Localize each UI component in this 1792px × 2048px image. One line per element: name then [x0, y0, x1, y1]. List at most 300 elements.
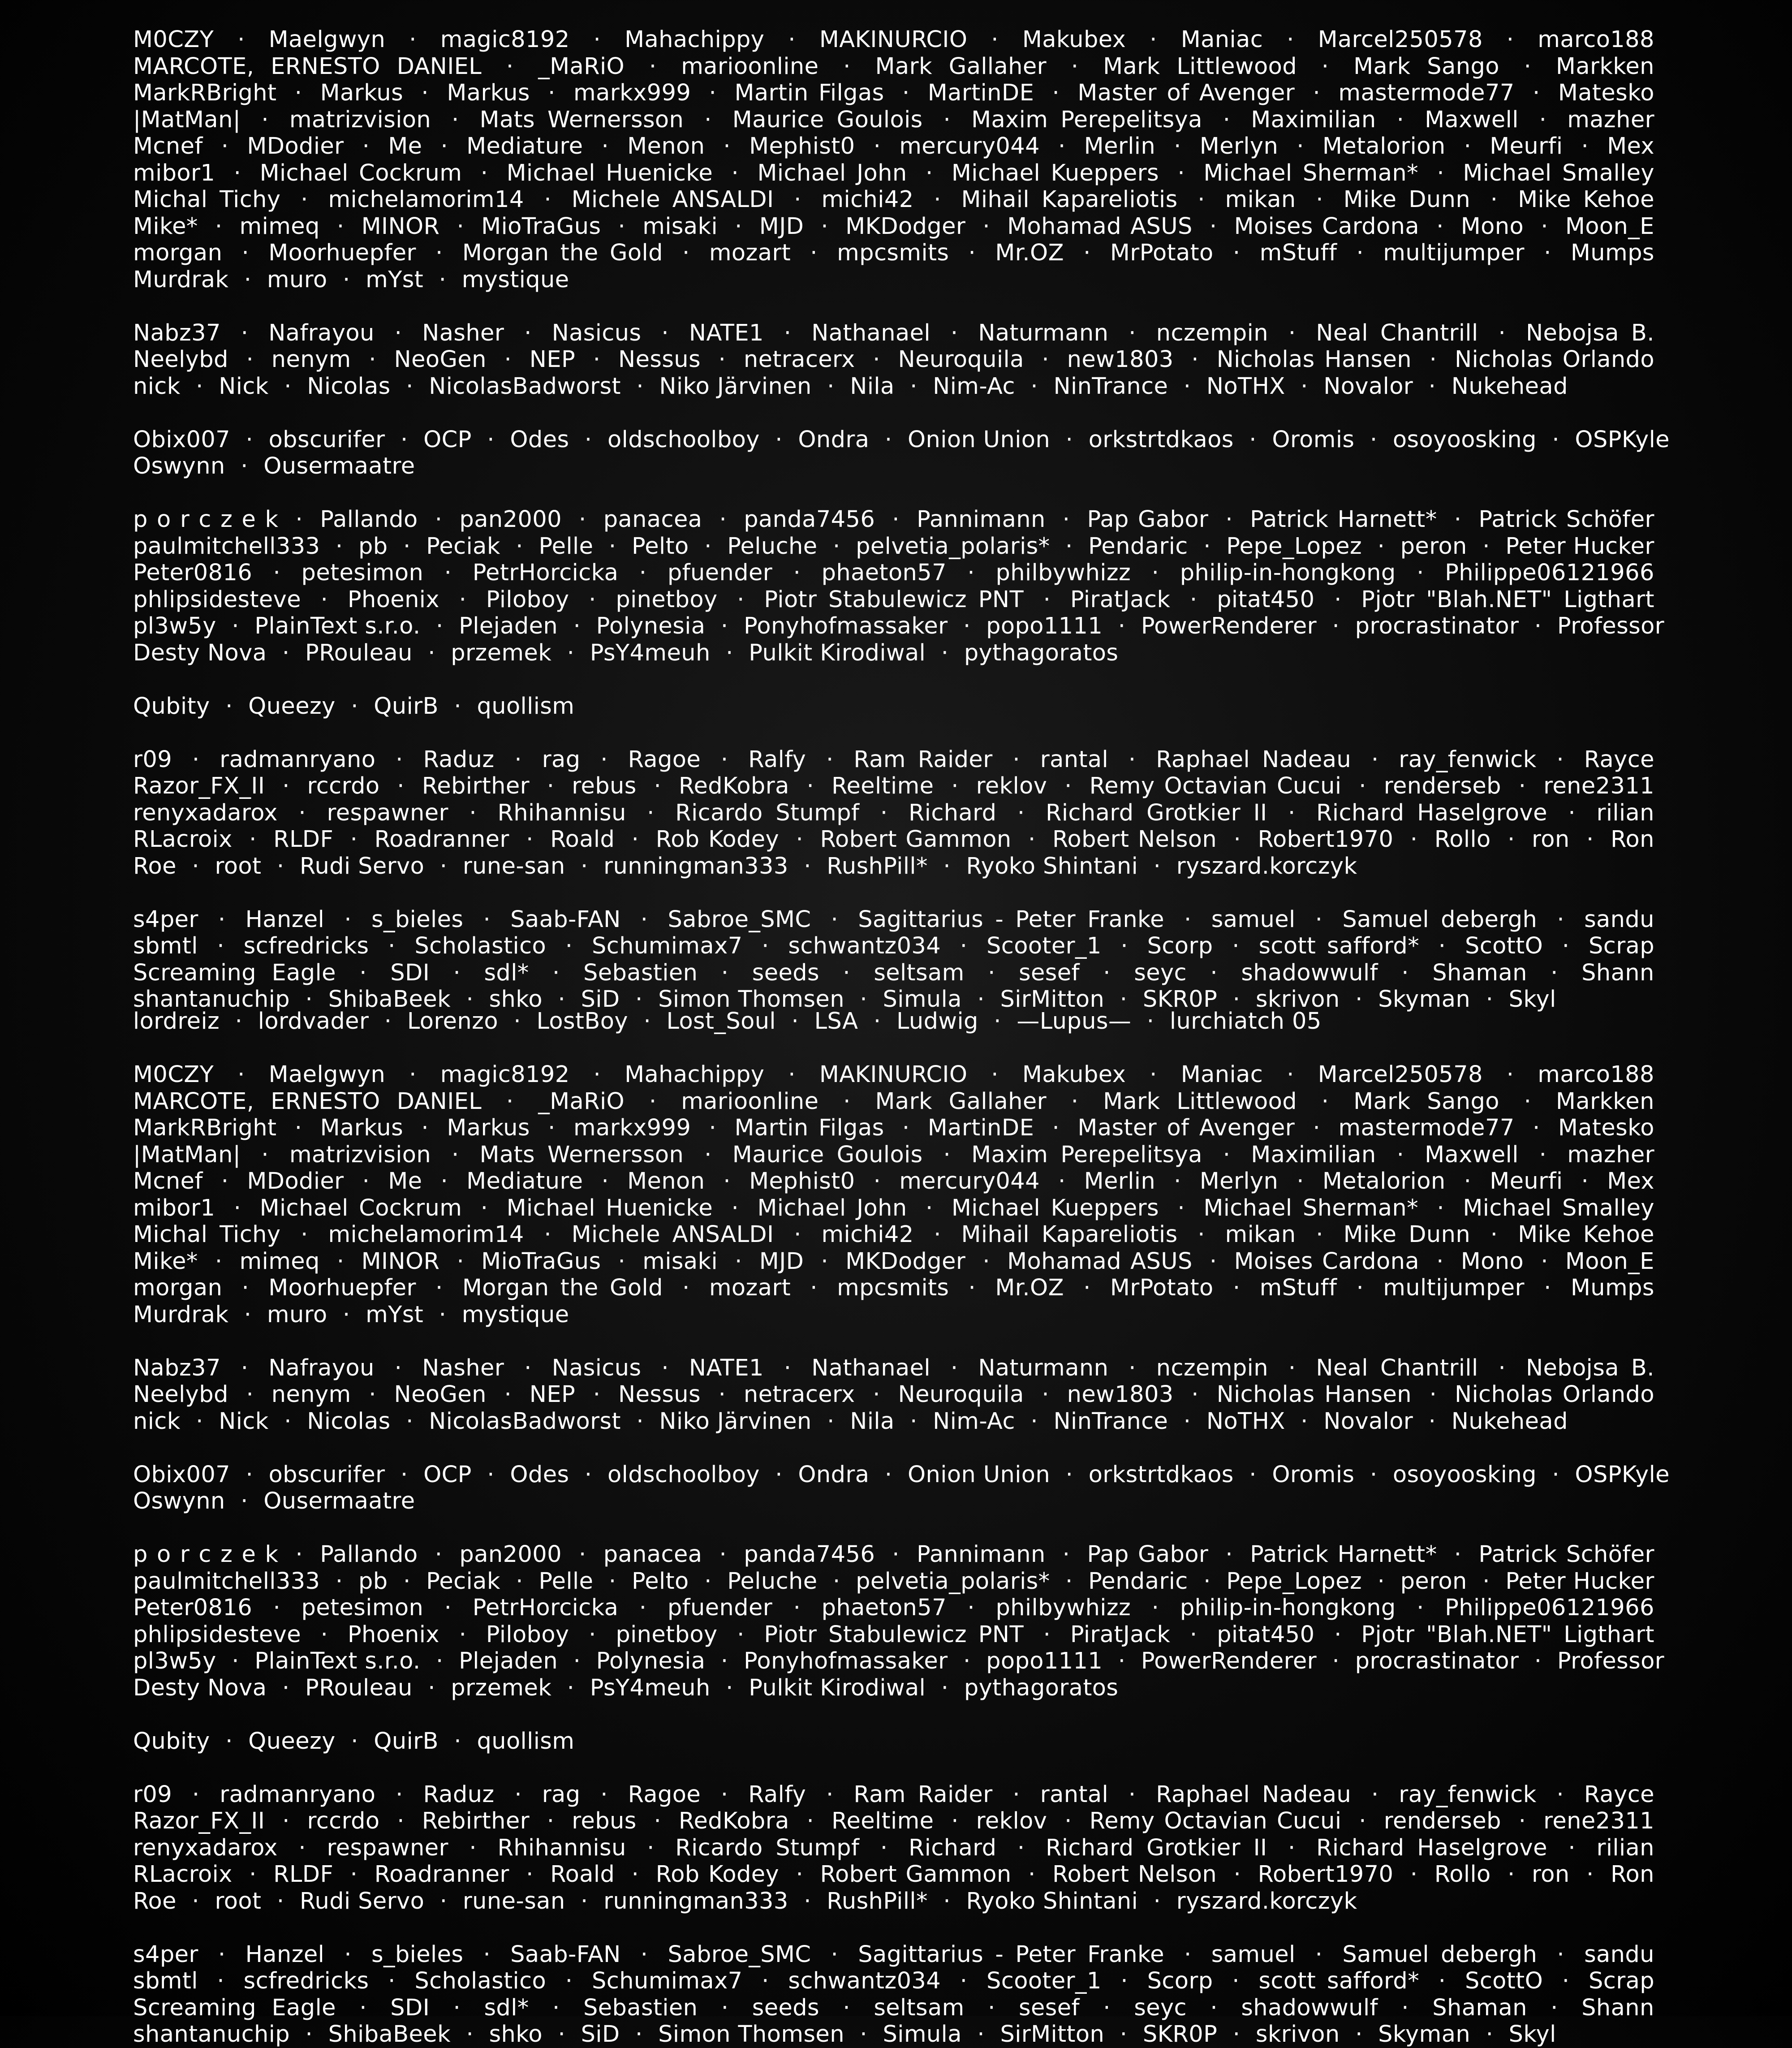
separator-dot: · — [301, 186, 308, 213]
separator-dot: · — [1371, 1781, 1379, 1808]
separator-dot: · — [1028, 1861, 1036, 1888]
contributor-name: philip-in-hongkong — [1180, 560, 1396, 586]
contributor-name: Neelybd — [133, 1381, 228, 1408]
contributor-name: Patrick Harnett* — [1250, 506, 1437, 533]
contributor-name: Meurfi — [1490, 133, 1563, 160]
contributor-name: PowerRenderer — [1141, 1648, 1317, 1674]
contributor-name: mozart — [709, 1275, 791, 1301]
contributor-name: mYst — [366, 1301, 424, 1328]
separator-dot: · — [401, 1461, 408, 1488]
contributor-name: Mr.OZ — [995, 240, 1064, 266]
contributor-name: phlipsidesteve — [133, 586, 302, 613]
contributor-name: Schumimax7 — [592, 933, 743, 959]
credit-line — [133, 933, 1654, 960]
contributor-name: Ponyhofmassaker — [744, 613, 948, 639]
contributor-name: Richard — [908, 799, 997, 826]
separator-dot: · — [1151, 1595, 1159, 1621]
separator-dot: · — [1332, 1648, 1340, 1674]
separator-dot: · — [192, 1781, 200, 1808]
contributor-name: Rhihannisu — [497, 1834, 626, 1861]
contributor-name: PsY4meuh — [590, 639, 711, 666]
group-spacer — [133, 1035, 1654, 1062]
contributor-name: OCP — [423, 1461, 472, 1488]
separator-dot: · — [1249, 426, 1257, 453]
separator-dot: · — [215, 1248, 223, 1275]
separator-dot: · — [221, 133, 229, 160]
separator-dot: · — [558, 986, 566, 1013]
contributor-name: pan2000 — [459, 1541, 562, 1568]
separator-dot: · — [403, 1568, 411, 1595]
separator-dot: · — [788, 1061, 796, 1088]
contributor-name: Ron — [1610, 1861, 1654, 1888]
separator-dot: · — [943, 106, 951, 133]
separator-dot: · — [951, 1808, 959, 1834]
separator-dot: · — [843, 1994, 850, 2021]
separator-dot: · — [1064, 773, 1072, 799]
separator-dot: · — [1506, 1061, 1514, 1088]
contributor-name: Oswynn — [133, 453, 225, 479]
separator-dot: · — [246, 1461, 254, 1488]
separator-dot: · — [593, 1061, 601, 1088]
contributor-name: OCP — [423, 426, 472, 453]
separator-dot: · — [1287, 26, 1294, 53]
separator-dot: · — [435, 1541, 443, 1568]
separator-dot: · — [1103, 1994, 1111, 2021]
contributor-name: Mediature — [466, 1168, 583, 1194]
contributor-name: Pepe_Lopez — [1226, 1568, 1362, 1595]
separator-dot: · — [295, 506, 303, 533]
contributor-name: Skyman — [1378, 986, 1471, 1013]
contributor-name: samuel — [1211, 1941, 1296, 1968]
separator-dot: · — [435, 240, 443, 266]
credit-line — [133, 1381, 1654, 1408]
contributor-name: respawner — [327, 799, 448, 826]
contributor-name: Me — [388, 1168, 422, 1194]
separator-dot: · — [804, 853, 811, 880]
credit-line — [133, 160, 1654, 187]
contributor-name: philbywhizz — [995, 560, 1131, 586]
separator-dot: · — [232, 613, 239, 639]
separator-dot: · — [581, 853, 588, 880]
separator-dot: · — [941, 639, 949, 666]
separator-dot: · — [246, 426, 254, 453]
contributor-name: ScottO — [1465, 933, 1543, 959]
separator-dot: · — [589, 1621, 596, 1648]
separator-dot: · — [1209, 213, 1217, 240]
contributor-name: p o r c z e k — [133, 1541, 279, 1568]
credit-line — [133, 186, 1654, 213]
contributor-name: Matesko — [1558, 1115, 1654, 1141]
separator-dot: · — [731, 160, 739, 186]
contributor-name: rebus — [572, 1808, 637, 1834]
separator-dot: · — [720, 746, 728, 773]
separator-dot: · — [1042, 1381, 1049, 1408]
contributor-name: PowerRenderer — [1141, 613, 1317, 639]
separator-dot: · — [1518, 1808, 1526, 1834]
separator-dot: · — [950, 319, 958, 346]
contributor-name: orkstrtdkaos — [1088, 426, 1234, 453]
contributor-name: Ralfy — [748, 1781, 806, 1808]
contributor-name: nick — [133, 373, 181, 400]
contributor-name: mikan — [1225, 1221, 1296, 1248]
contributor-name: Mephist0 — [749, 1168, 855, 1194]
contributor-name: mimeq — [239, 213, 320, 240]
separator-dot: · — [343, 266, 350, 293]
separator-dot: · — [1223, 106, 1231, 133]
contributor-name: michi42 — [821, 186, 914, 213]
contributor-name: RLDF — [273, 1861, 334, 1888]
contributor-name: magic8192 — [440, 1061, 570, 1088]
contributor-name: Mark Sango — [1353, 53, 1499, 80]
separator-dot: · — [709, 80, 717, 106]
contributor-name: Mark Littlewood — [1103, 1088, 1297, 1115]
contributor-name: SKR0P — [1142, 986, 1218, 1013]
contributor-name: Qubity — [133, 693, 210, 720]
separator-dot: · — [301, 1221, 308, 1248]
separator-dot: · — [1151, 560, 1159, 586]
separator-dot: · — [1556, 746, 1564, 773]
contributor-name: matrizvision — [289, 1141, 431, 1168]
separator-dot: · — [1177, 160, 1185, 186]
credit-line — [133, 1541, 1654, 1568]
contributor-name: shadowwulf — [1241, 1994, 1378, 2021]
contributor-name: ron — [1532, 826, 1570, 853]
contributor-name: Sebastien — [583, 1994, 698, 2021]
contributor-name: Mike* — [133, 213, 198, 240]
contributor-name: Ragoe — [628, 746, 701, 773]
contributor-name: pl3w5y — [133, 613, 216, 639]
separator-dot: · — [454, 1728, 461, 1755]
credits-list — [133, 0, 1670, 1013]
contributor-name: Pelle — [538, 533, 594, 560]
contributor-name: mpcsmits — [837, 240, 949, 266]
separator-dot: · — [362, 133, 370, 160]
contributor-name: lordreiz — [133, 1008, 220, 1035]
contributor-name: SDI — [390, 1994, 430, 2021]
contributor-name: Makubex — [1022, 1061, 1126, 1088]
contributor-name: magic8192 — [440, 26, 570, 53]
contributor-name: reklov — [976, 1808, 1047, 1834]
separator-dot: · — [1297, 133, 1304, 160]
contributor-name: Matesko — [1558, 80, 1654, 106]
separator-dot: · — [718, 346, 726, 373]
contributor-name: mikan — [1225, 186, 1296, 213]
contributor-name: sandu — [1584, 906, 1654, 933]
contributor-name: Ragoe — [628, 1781, 701, 1808]
separator-dot: · — [943, 853, 951, 880]
contributor-name: Pap Gabor — [1087, 1541, 1209, 1568]
contributor-name: Mex — [1607, 133, 1655, 160]
contributor-name: Neuroquila — [898, 1381, 1024, 1408]
separator-dot: · — [428, 1674, 435, 1701]
separator-dot: · — [469, 1834, 477, 1861]
contributor-name: Markus — [320, 80, 404, 106]
separator-dot: · — [647, 799, 655, 826]
separator-dot: · — [943, 1888, 951, 1914]
separator-dot: · — [1316, 1221, 1323, 1248]
separator-dot: · — [1436, 213, 1444, 240]
separator-dot: · — [244, 266, 252, 293]
contributor-name: Maurice Goulois — [732, 106, 923, 133]
contributor-name: ShibaBeek — [328, 2021, 451, 2048]
contributor-name: nczempin — [1156, 319, 1268, 346]
separator-dot: · — [827, 373, 835, 400]
contributor-name: NeoGen — [394, 1381, 487, 1408]
credits-list — [133, 1008, 1670, 2048]
separator-dot: · — [1065, 426, 1073, 453]
contributor-name: samuel — [1211, 906, 1296, 933]
separator-dot: · — [1359, 773, 1366, 799]
separator-dot: · — [967, 1595, 975, 1621]
separator-dot: · — [593, 1381, 601, 1408]
contributor-name: Phoenix — [347, 586, 439, 613]
separator-dot: · — [661, 319, 669, 346]
separator-dot: · — [1198, 186, 1205, 213]
contributor-name: LostBoy — [536, 1008, 628, 1035]
separator-dot: · — [1225, 506, 1233, 533]
separator-dot: · — [1313, 80, 1321, 106]
separator-dot: · — [880, 799, 888, 826]
contributor-name: Nicholas Hansen — [1216, 1381, 1412, 1408]
contributor-name: Simon Thomsen — [658, 2021, 844, 2048]
contributor-name: mibor1 — [133, 160, 215, 186]
contributor-name: Martin Filgas — [734, 80, 884, 106]
contributor-name: PetrHorcicka — [472, 560, 619, 586]
contributor-name: Obix007 — [133, 1461, 231, 1488]
separator-dot: · — [394, 1354, 402, 1381]
contributor-name: Peluche — [727, 533, 818, 560]
separator-dot: · — [631, 826, 639, 853]
contributor-name: Simon Thomsen — [658, 986, 844, 1013]
credit-line — [133, 1621, 1654, 1648]
separator-dot: · — [547, 1808, 555, 1834]
credit-line — [133, 586, 1654, 613]
separator-dot: · — [1332, 613, 1340, 639]
separator-dot: · — [1410, 826, 1418, 853]
contributor-name: Razor_FX_II — [133, 773, 265, 799]
contributor-name: Moises Cardona — [1234, 213, 1419, 240]
contributor-name: Mihail Kapareliotis — [961, 1221, 1178, 1248]
separator-dot: · — [362, 1168, 370, 1194]
credit-line — [133, 1995, 1654, 2022]
separator-dot: · — [249, 826, 257, 853]
contributor-name: Rob Kodey — [655, 826, 780, 853]
contributor-name: michelamorim14 — [328, 1221, 524, 1248]
separator-dot: · — [1401, 959, 1409, 986]
separator-dot: · — [282, 639, 290, 666]
separator-dot: · — [1030, 373, 1038, 400]
separator-dot: · — [1316, 186, 1323, 213]
separator-dot: · — [1410, 1861, 1418, 1888]
credit-line — [133, 1808, 1654, 1835]
contributor-name: Polynesia — [596, 613, 706, 639]
contributor-name: Nim-Ac — [933, 1408, 1015, 1435]
separator-dot: · — [513, 1008, 521, 1035]
contributor-name: Nicolas — [307, 373, 391, 400]
contributor-name: Rayce — [1584, 1781, 1654, 1808]
separator-dot: · — [276, 1888, 284, 1914]
contributor-name: osoyoosking — [1392, 426, 1537, 453]
separator-dot: · — [282, 1674, 290, 1701]
contributor-name: lurchiatch 05 — [1169, 1008, 1322, 1035]
contributor-name: nick — [133, 1408, 181, 1435]
separator-dot: · — [1315, 1941, 1323, 1968]
contributor-name: Merlin — [1084, 1168, 1156, 1194]
contributor-name: Remy Octavian Cucui — [1089, 1808, 1342, 1834]
contributor-name: Ram Raider — [853, 746, 993, 773]
contributor-name: Nasicus — [551, 1354, 642, 1381]
credit-line — [133, 426, 1670, 453]
separator-dot: · — [335, 533, 343, 560]
contributor-name: Michele ANSALDI — [571, 186, 774, 213]
contributor-name: Ousermaatre — [263, 1488, 415, 1514]
credit-line — [133, 826, 1654, 853]
separator-dot: · — [547, 773, 555, 799]
contributor-name: Pelto — [631, 1568, 689, 1595]
contributor-name: Mohamad ASUS — [1007, 1248, 1193, 1275]
separator-dot: · — [218, 906, 226, 933]
separator-dot: · — [436, 613, 444, 639]
separator-dot: · — [1581, 133, 1589, 160]
contributor-name: Patrick Schöfer — [1478, 506, 1654, 533]
contributor-name: popo1111 — [986, 613, 1103, 639]
separator-dot: · — [1518, 773, 1526, 799]
separator-dot: · — [1297, 1168, 1304, 1194]
separator-dot: · — [704, 533, 712, 560]
contributor-name: pinetboy — [616, 1621, 718, 1648]
separator-dot: · — [396, 1781, 403, 1808]
separator-dot: · — [335, 1568, 343, 1595]
contributor-name: Merlyn — [1199, 133, 1279, 160]
contributor-name: Michael Smalley — [1463, 160, 1654, 186]
separator-dot: · — [409, 1061, 417, 1088]
separator-dot: · — [1417, 560, 1424, 586]
contributor-name: rebus — [572, 773, 637, 799]
contributor-name: Skyman — [1378, 2021, 1471, 2048]
separator-dot: · — [843, 53, 851, 80]
contributor-name: shadowwulf — [1241, 959, 1378, 986]
separator-dot: · — [1551, 959, 1558, 986]
credit-line — [133, 107, 1654, 134]
contributor-name: Martin Filgas — [734, 1115, 884, 1141]
separator-dot: · — [1249, 1461, 1257, 1488]
separator-dot: · — [631, 1861, 639, 1888]
contributor-name: Shaman — [1432, 1994, 1527, 2021]
separator-dot: · — [1370, 426, 1378, 453]
separator-dot: · — [305, 986, 313, 1013]
credit-line — [133, 373, 1654, 400]
contributor-name: Roadranner — [374, 1861, 509, 1888]
separator-dot: · — [860, 2021, 868, 2048]
separator-dot: · — [295, 1541, 303, 1568]
contributor-name: nenym — [271, 1381, 351, 1408]
separator-dot: · — [1356, 240, 1364, 266]
contributor-name: SirMitton — [1000, 986, 1105, 1013]
contributor-name: mimeq — [239, 1248, 320, 1275]
separator-dot: · — [241, 319, 249, 346]
credit-line — [133, 1142, 1654, 1168]
separator-dot: · — [821, 213, 829, 240]
credit-line — [133, 1675, 1654, 1702]
contributor-name: Markus — [447, 80, 530, 106]
contributor-name: mpcsmits — [837, 1275, 949, 1301]
contributor-name: MKDodger — [845, 213, 966, 240]
separator-dot: · — [902, 1115, 910, 1141]
contributor-name: Scooter_1 — [986, 933, 1102, 959]
separator-dot: · — [1321, 1088, 1329, 1115]
contributor-name: Ram Raider — [853, 1781, 993, 1808]
separator-dot: · — [1377, 1568, 1385, 1595]
contributor-name: Raphael Nadeau — [1156, 746, 1352, 773]
contributor-name: Moorhuepfer — [268, 1275, 416, 1301]
credit-line — [133, 773, 1654, 800]
credit-line — [133, 133, 1654, 160]
contributor-name: rune-san — [462, 853, 565, 880]
contributor-name: philbywhizz — [995, 1595, 1131, 1621]
contributor-name: ray_fenwick — [1399, 1781, 1537, 1808]
separator-dot: · — [233, 160, 241, 186]
separator-dot: · — [225, 1728, 233, 1755]
separator-dot: · — [1498, 319, 1506, 346]
separator-dot: · — [1539, 106, 1547, 133]
contributor-name: Nim-Ac — [933, 373, 1015, 400]
separator-dot: · — [1017, 799, 1025, 826]
contributor-name: MARCOTE, ERNESTO DANIEL — [133, 53, 482, 80]
contributor-name: oldschoolboy — [607, 1461, 760, 1488]
contributor-name: Piotr Stabulewicz PNT — [764, 586, 1024, 613]
group-spacer — [133, 720, 1654, 746]
separator-dot: · — [1028, 826, 1036, 853]
contributor-name: rilian — [1596, 799, 1654, 826]
contributor-name: MDodier — [247, 1168, 344, 1194]
contributor-name: MarkRBright — [133, 1115, 277, 1141]
contributor-name: Metalorion — [1322, 133, 1446, 160]
contributor-name: Professor — [1557, 1648, 1665, 1674]
separator-dot: · — [1541, 1248, 1548, 1275]
separator-dot: · — [526, 826, 534, 853]
contributor-name: runningman333 — [603, 853, 788, 880]
credit-line — [133, 213, 1654, 240]
separator-dot: · — [1417, 1595, 1424, 1621]
contributor-name: rag — [542, 746, 581, 773]
contributor-name: Nicholas Hansen — [1216, 346, 1412, 373]
separator-dot: · — [960, 933, 968, 959]
contributor-name: multijumper — [1383, 1275, 1525, 1301]
contributor-name: Michael Huenicke — [506, 160, 713, 186]
contributor-name: Nicholas Orlando — [1454, 346, 1655, 373]
credit-line — [133, 640, 1654, 667]
contributor-name: Mex — [1607, 1168, 1655, 1194]
separator-dot: · — [784, 1354, 792, 1381]
contributor-name: Mephist0 — [749, 133, 855, 160]
contributor-name: NinTrance — [1053, 1408, 1168, 1435]
contributor-name: Nick — [219, 1408, 269, 1435]
separator-dot: · — [1438, 933, 1446, 959]
contributor-name: Ralfy — [748, 746, 806, 773]
separator-dot: · — [737, 586, 745, 613]
contributor-name: Maxim Perepelitsya — [971, 1141, 1202, 1168]
contributor-name: Lost_Soul — [666, 1008, 776, 1035]
credit-line — [133, 240, 1654, 267]
separator-dot: · — [982, 213, 991, 240]
contributor-name: MARCOTE, ERNESTO DANIEL — [133, 1088, 482, 1115]
separator-dot: · — [221, 1168, 229, 1194]
separator-dot: · — [1232, 986, 1241, 1013]
contributor-name: Nila — [850, 1408, 895, 1435]
separator-dot: · — [910, 1408, 918, 1435]
contributor-name: s_bieles — [371, 906, 464, 933]
separator-dot: · — [1232, 1968, 1240, 1994]
